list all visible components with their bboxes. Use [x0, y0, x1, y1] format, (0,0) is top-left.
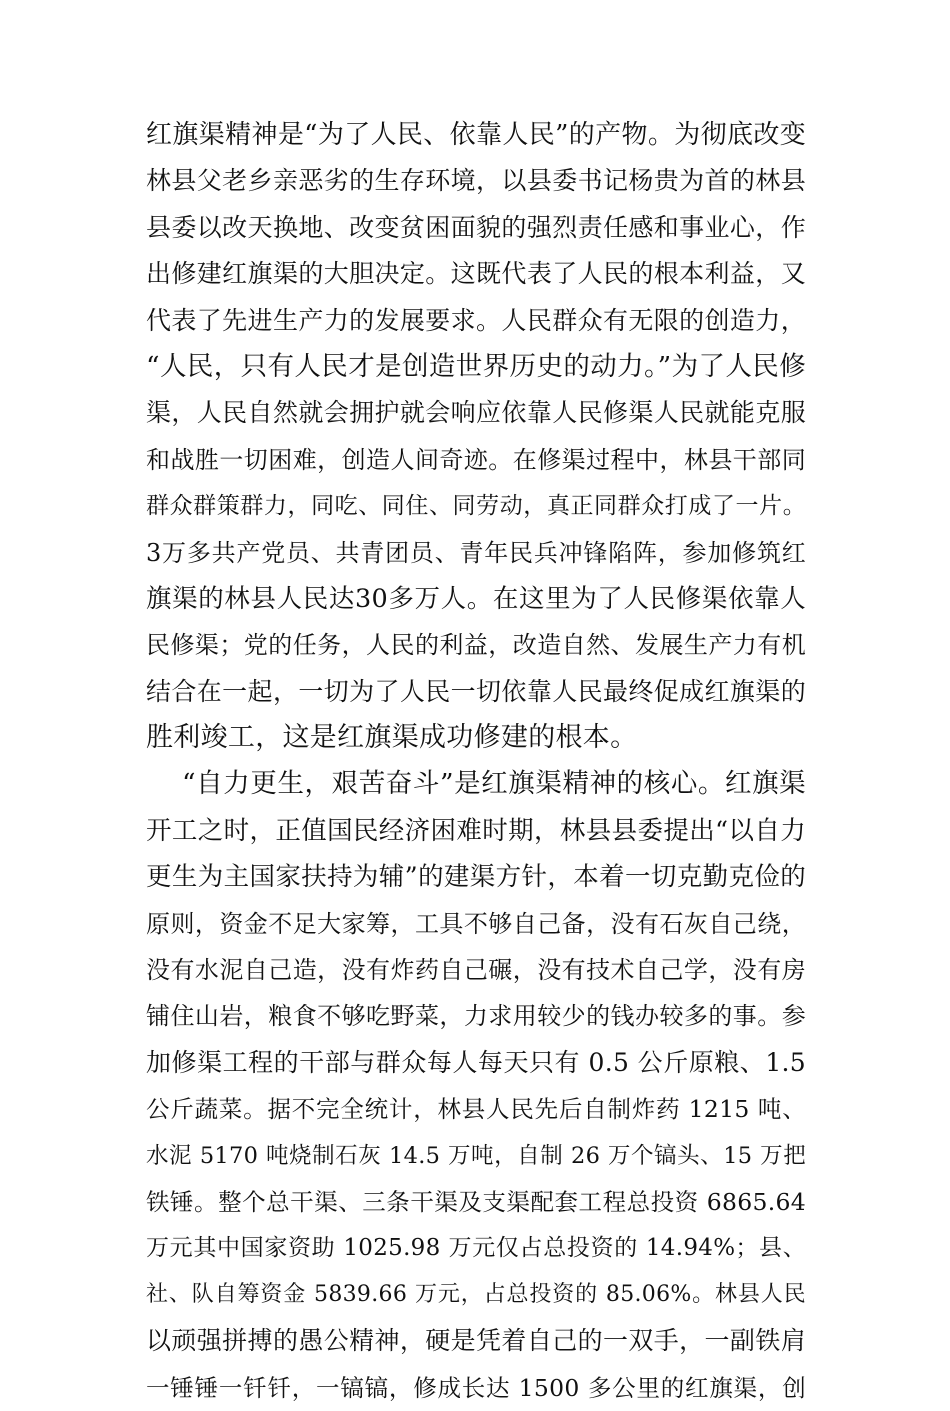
text-line: 一锤锤一钎钎，一镐镐，修成长达 1500 多公里的红旗渠，创: [146, 1373, 806, 1402]
body-text: [146, 112, 806, 1411]
text-line: 渠，人民自然就会拥护就会响应依靠人民修渠人民就能克服: [146, 398, 806, 428]
text-line: 结合在一起，一切为了人民一切依靠人民最终促成红旗渠的: [146, 676, 806, 706]
text-line: 原则，资金不足大家筹，工具不够自己备，没有石灰自己绕，: [146, 909, 806, 938]
text-line: 没有水泥自己造，没有炸药自己碾，没有技术自己学，没有房: [146, 956, 806, 985]
text-line: 社、队自筹资金 5839.66 万元，占总投资的 85.06%。林县人民: [146, 1281, 806, 1307]
text-line: 更生为主国家扶持为辅”的建渠方针，本着一切克勤克俭的: [146, 862, 806, 893]
text-line: 和战胜一切困难，创造人间奇迹。在修渠过程中，林县干部同: [146, 445, 806, 474]
text-line: 红旗渠精神是“为了人民、依靠人民”的产物。为彻底改变: [146, 120, 806, 150]
text-line: 3万多共产党员、共青团员、青年民兵冲锋陷阵，参加修筑红: [146, 538, 806, 567]
text-line: 水泥 5170 吨烧制石灰 14.5 万吨，自制 26 万个镐头、15 万把: [146, 1142, 806, 1169]
text-line: “人民，只有人民才是创造世界历史的动力。”为了人民修: [146, 350, 806, 382]
paragraph-end-line: 胜利竣工，这是红旗渠成功修建的根本。: [146, 722, 638, 754]
text-line: 加修渠工程的干部与群众每人每天只有 0.5 公斤原粮、1.5: [146, 1047, 806, 1077]
text-line: 旗渠的林县人民达30多万人。在这里为了人民修渠依靠人: [146, 583, 806, 614]
text-line: 出修建红旗渠的大胆决定。这既代表了人民的根本利益，又: [146, 259, 806, 289]
text-line: 林县父老乡亲恶劣的生存环境，以县委书记杨贵为首的林县: [146, 166, 806, 196]
text-line: 开工之时，正值国民经济困难时期，林县县委提出“以自力: [146, 815, 806, 846]
text-line: 铺住山岩，粮食不够吃野菜，力求用较少的钱办较多的事。参: [146, 1002, 806, 1031]
text-line: 铁锤。整个总干渠、三条干渠及支渠配套工程总投资 6865.64: [146, 1187, 806, 1216]
text-line: 群众群策群力，同吃、同住、同劳动，真正同群众打成了一片。: [146, 493, 806, 520]
text-line: 县委以改天换地、改变贫困面貌的强烈责任感和事业心，作: [146, 212, 806, 242]
text-line: 万元其中国家资助 1025.98 万元仅占总投资的 14.94%；县、: [146, 1235, 806, 1262]
text-line: 公斤蔬菜。据不完全统计，林县人民先后自制炸药 1215 吨、: [146, 1095, 806, 1124]
text-line: 代表了先进生产力的发展要求。人民群众有无限的创造力，: [146, 305, 806, 335]
text-line: 以顽强拼搏的愚公精神，硬是凭着自己的一双手，一副铁肩: [146, 1326, 806, 1356]
text-line: 民修渠；党的任务，人民的利益，改造自然、发展生产力有机: [146, 631, 806, 660]
paragraph-start-line: “自力更生，艰苦奋斗”是红旗渠精神的核心。红旗渠: [146, 768, 806, 800]
